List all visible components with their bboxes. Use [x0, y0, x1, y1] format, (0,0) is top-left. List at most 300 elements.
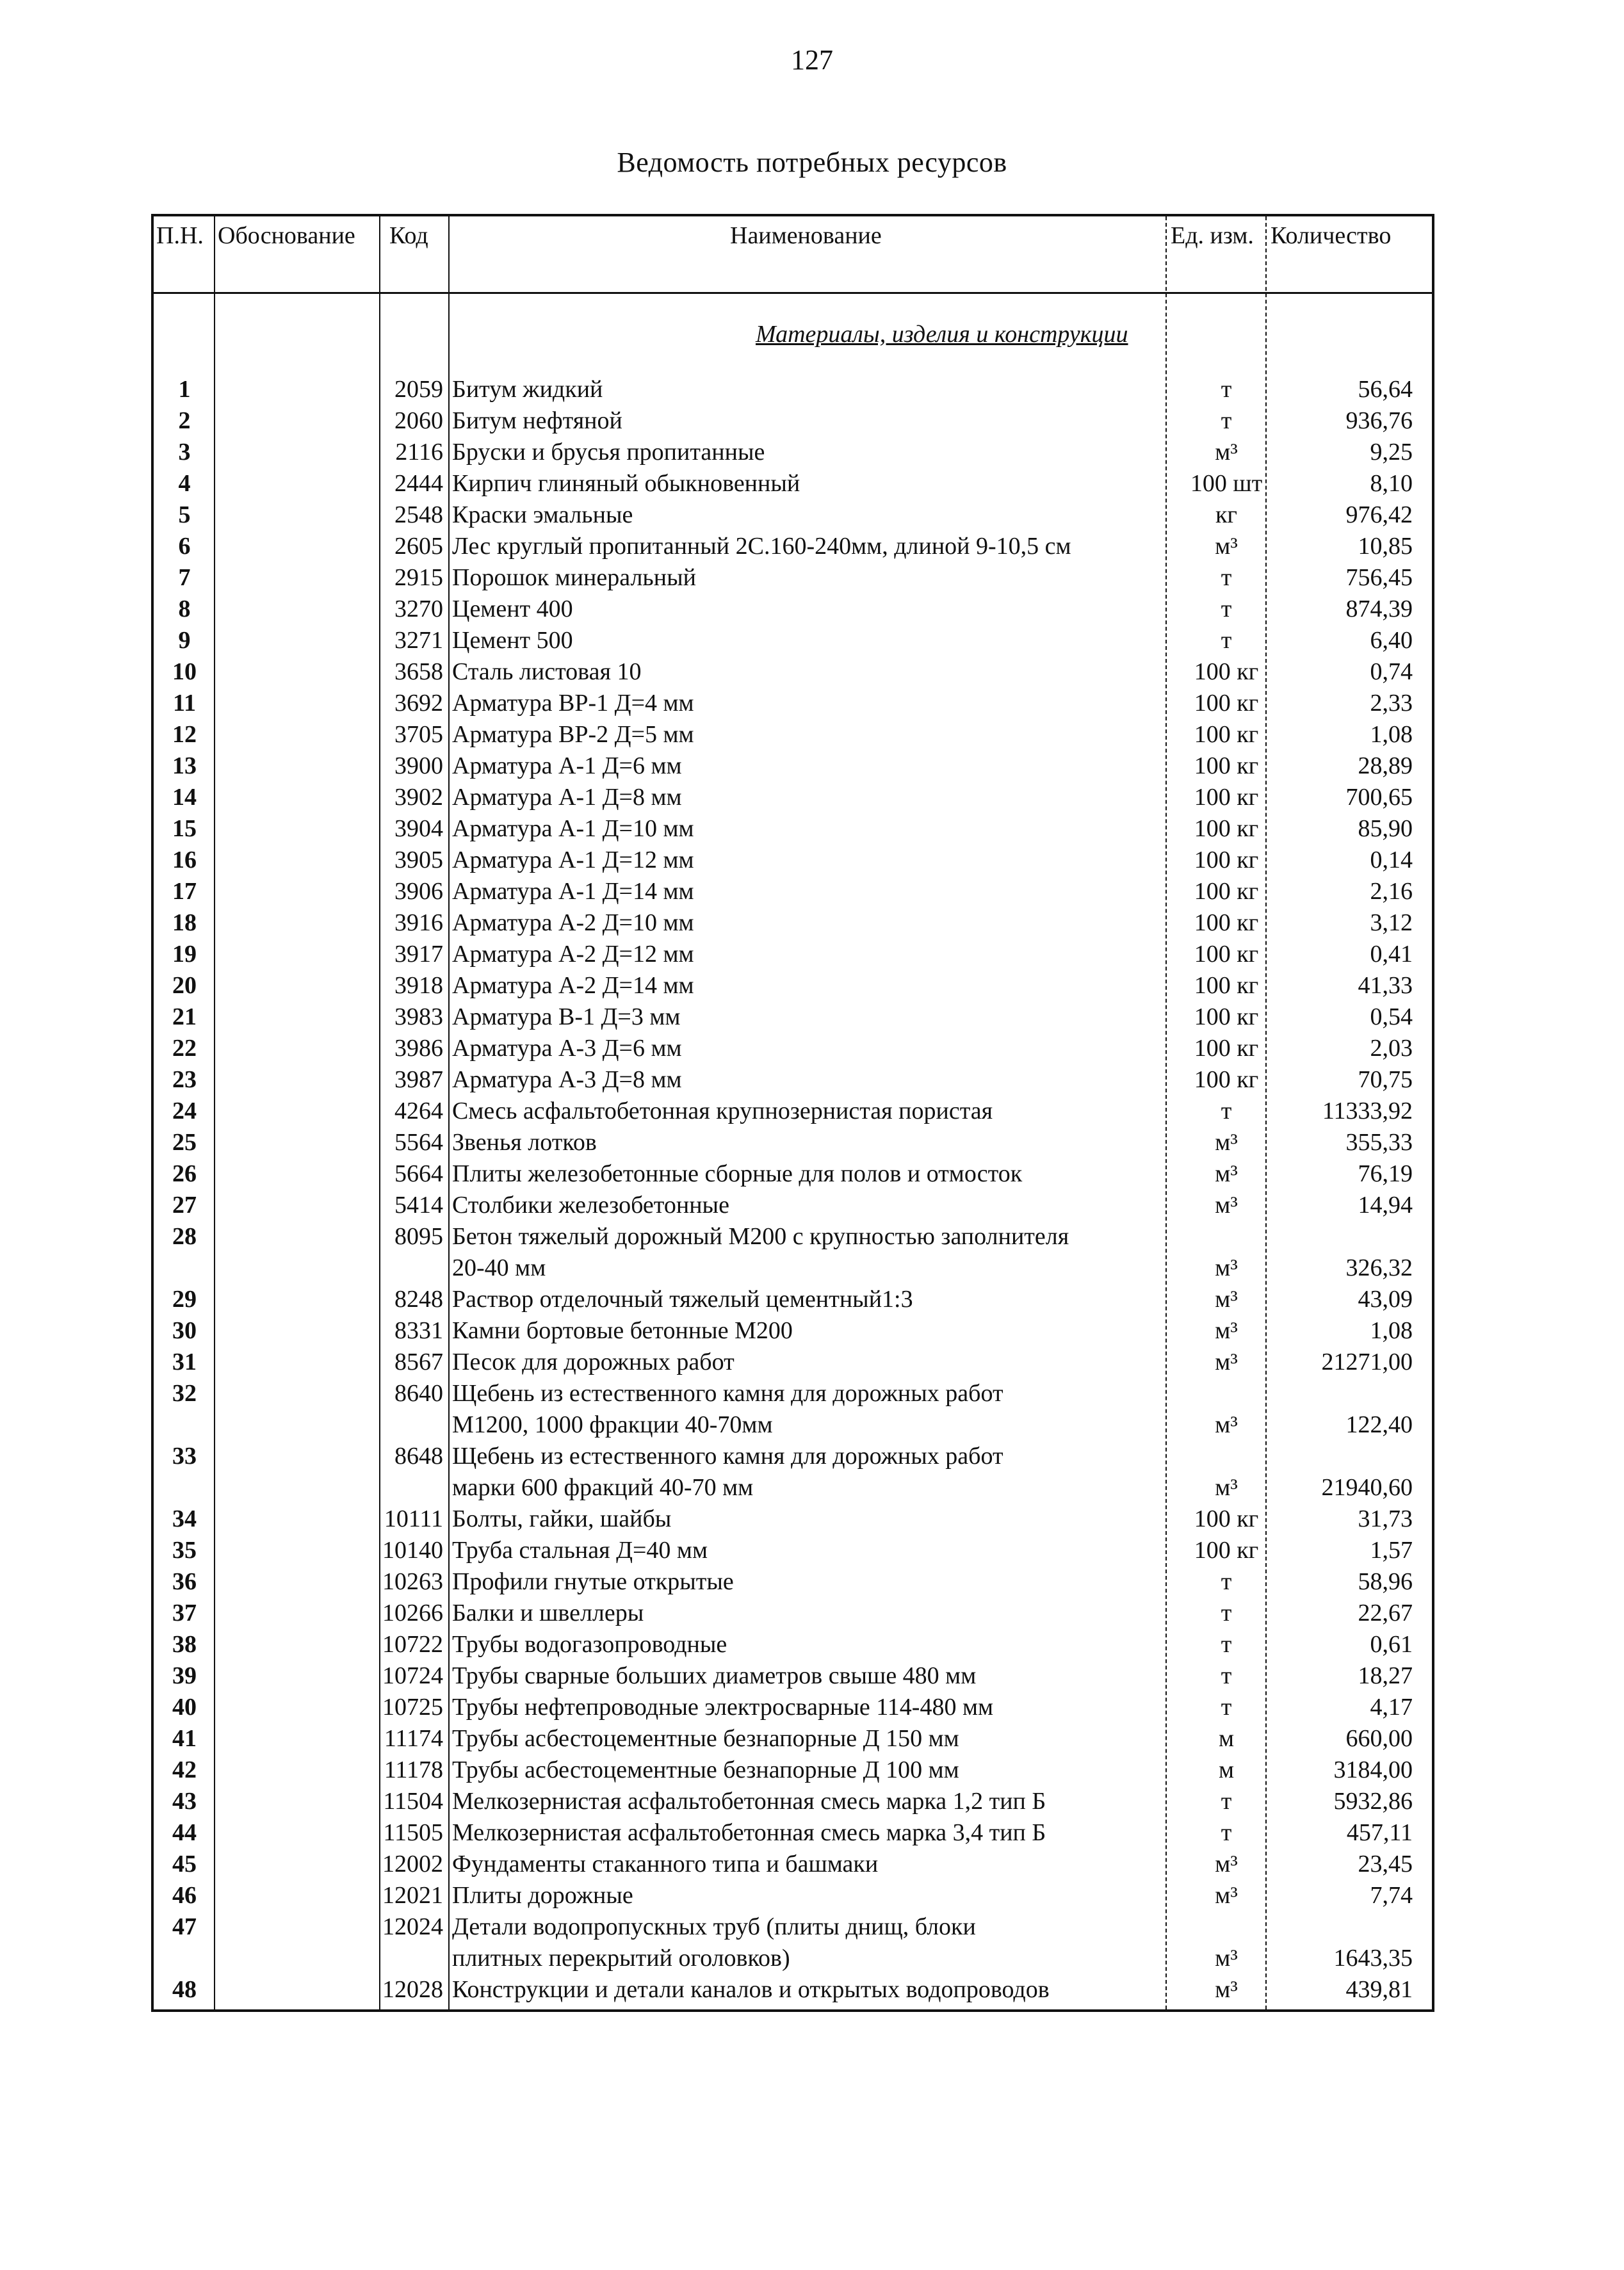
row-unit: т: [1221, 1819, 1232, 1846]
row-name: Профили гнутые открытые: [452, 1568, 734, 1595]
row-unit: 100 кг: [1194, 752, 1259, 779]
row-quantity: 8,10: [1370, 470, 1413, 497]
table-row: [154, 1097, 1437, 1128]
row-code: 12021: [382, 1882, 443, 1909]
section-title: Материалы, изделия и конструкции: [756, 321, 1128, 348]
header-unit: Ед. изм.: [1171, 222, 1254, 249]
table-row: [154, 1442, 1437, 1473]
row-unit: 100 кг: [1194, 1035, 1259, 1062]
header-name: Наименование: [730, 222, 882, 249]
row-code: 11174: [384, 1725, 443, 1752]
row-number: 18: [172, 909, 197, 936]
row-unit: м³: [1215, 1474, 1238, 1501]
row-number: 5: [178, 501, 191, 528]
table-row: [154, 720, 1437, 752]
row-quantity: 0,14: [1370, 847, 1413, 873]
row-name: Балки и швеллеры: [452, 1600, 644, 1626]
row-quantity: 874,39: [1345, 596, 1413, 622]
row-code: 5564: [394, 1129, 443, 1156]
row-name: Мелкозернистая асфальтобетонная смесь марка 1,2 тип Б: [452, 1788, 1046, 1815]
row-number: 9: [178, 627, 191, 654]
row-quantity: 58,96: [1358, 1568, 1413, 1595]
row-quantity: 11333,92: [1322, 1098, 1413, 1124]
row-code: 3904: [394, 815, 443, 842]
row-number: 26: [172, 1160, 197, 1187]
row-number: 22: [172, 1035, 197, 1062]
row-name: Камни бортовые бетонные М200: [452, 1317, 793, 1344]
row-number: 6: [178, 533, 191, 560]
table-row: [154, 752, 1437, 783]
row-number: 44: [172, 1819, 197, 1846]
row-quantity: 355,33: [1345, 1129, 1413, 1156]
row-quantity: 0,74: [1370, 658, 1413, 685]
row-code: 10266: [382, 1600, 443, 1626]
row-name: Арматура ВР-2 Д=5 мм: [452, 721, 694, 748]
row-code: 3917: [394, 941, 443, 968]
row-number: 14: [172, 784, 197, 811]
row-name: Плиты железобетонные сборные для полов и отмосток: [452, 1160, 1023, 1187]
table-row: [154, 407, 1437, 438]
row-unit: т: [1221, 596, 1232, 622]
row-unit: м: [1218, 1756, 1235, 1783]
row-unit: 100 шт: [1190, 470, 1263, 497]
row-unit: т: [1221, 1600, 1232, 1626]
table-row: [154, 1568, 1437, 1599]
row-name: Фундаменты стаканного типа и башмаки: [452, 1851, 879, 1877]
table-row: [154, 626, 1437, 658]
row-number: 29: [172, 1286, 197, 1313]
row-unit: кг: [1215, 501, 1238, 528]
row-code: 3900: [394, 752, 443, 779]
row-name: марки 600 фракций 40-70 мм: [452, 1474, 754, 1501]
row-number: 34: [172, 1505, 197, 1532]
row-quantity: 756,45: [1345, 564, 1413, 591]
row-quantity: 23,45: [1358, 1851, 1413, 1877]
row-number: 7: [178, 564, 191, 591]
row-name: Лес круглый пропитанный 2С.160-240мм, длиной 9-10,5 см: [452, 533, 1071, 560]
row-number: 8: [178, 596, 191, 622]
table-row: [154, 1819, 1437, 1850]
row-number: 33: [172, 1443, 197, 1470]
row-number: 25: [172, 1129, 197, 1156]
row-number: 46: [172, 1882, 197, 1909]
row-quantity: 326,32: [1345, 1254, 1413, 1281]
row-name: Трубы сварные больших диаметров свыше 480 мм: [452, 1662, 977, 1689]
table-row: [154, 1379, 1437, 1411]
row-code: 8095: [394, 1223, 443, 1250]
row-quantity: 1,08: [1370, 721, 1413, 748]
table-row: [154, 1599, 1437, 1630]
row-code: 5414: [394, 1192, 443, 1219]
row-unit: 100 кг: [1194, 784, 1259, 811]
row-code: 3987: [394, 1066, 443, 1093]
row-quantity: 43,09: [1358, 1286, 1413, 1313]
row-number: 21: [172, 1003, 197, 1030]
row-code: 3906: [394, 878, 443, 905]
row-unit: 100 кг: [1194, 909, 1259, 936]
row-quantity: 76,19: [1358, 1160, 1413, 1187]
row-quantity: 439,81: [1345, 1976, 1413, 2003]
row-quantity: 10,85: [1358, 533, 1413, 560]
row-quantity: 660,00: [1345, 1725, 1413, 1752]
row-name: Арматура В-1 Д=3 мм: [452, 1003, 681, 1030]
row-code: 2605: [394, 533, 443, 560]
row-quantity: 1,57: [1370, 1537, 1413, 1564]
row-name: Арматура А-1 Д=10 мм: [452, 815, 694, 842]
row-quantity: 3184,00: [1333, 1756, 1413, 1783]
row-code: 2915: [394, 564, 443, 591]
row-name: Арматура А-2 Д=12 мм: [452, 941, 694, 968]
row-quantity: 122,40: [1345, 1411, 1413, 1438]
row-unit: т: [1221, 1631, 1232, 1658]
table-row: [154, 658, 1437, 689]
row-quantity: 22,67: [1358, 1600, 1413, 1626]
table-row: [154, 1285, 1437, 1317]
row-unit: м³: [1215, 1160, 1238, 1187]
row-unit: м³: [1215, 1286, 1238, 1313]
row-number: 47: [172, 1913, 197, 1940]
row-code: 3271: [394, 627, 443, 654]
row-code: 2059: [394, 376, 443, 403]
row-code: 11504: [383, 1788, 443, 1815]
row-code: 5664: [394, 1160, 443, 1187]
row-code: 2548: [394, 501, 443, 528]
row-code: 10722: [382, 1631, 443, 1658]
row-name: Детали водопропускных труб (плиты днищ, блоки: [452, 1913, 976, 1940]
row-code: 8640: [394, 1380, 443, 1407]
row-name: Порошок минеральный: [452, 564, 696, 591]
row-unit: 100 кг: [1194, 658, 1259, 685]
row-name: Бетон тяжелый дорожный М200 с крупностью заполнителя: [452, 1223, 1069, 1250]
row-code: 10724: [382, 1662, 443, 1689]
row-quantity: 1643,35: [1333, 1945, 1413, 1972]
table-row: [154, 877, 1437, 909]
row-name: Песок для дорожных работ: [452, 1349, 735, 1375]
row-name: Трубы асбестоцементные безнапорные Д 100 мм: [452, 1756, 959, 1783]
row-unit: 100 кг: [1194, 847, 1259, 873]
row-code: 8567: [394, 1349, 443, 1375]
table-row: [154, 1003, 1437, 1034]
row-name: Арматура ВР-1 Д=4 мм: [452, 690, 694, 717]
table-row: [154, 532, 1437, 563]
row-unit: т: [1221, 1694, 1232, 1721]
row-quantity: 4,17: [1370, 1694, 1413, 1721]
row-name: Плиты дорожные: [452, 1882, 633, 1909]
row-unit: т: [1221, 407, 1232, 434]
row-quantity: 0,41: [1370, 941, 1413, 968]
header-qty: Количество: [1271, 222, 1392, 249]
row-name: Трубы нефтепроводные электросварные 114-480 мм: [452, 1694, 994, 1721]
row-number: 41: [172, 1725, 197, 1752]
row-name: Конструкции и детали каналов и открытых водопроводов: [452, 1976, 1050, 2003]
row-code: 3270: [394, 596, 443, 622]
row-code: 3658: [394, 658, 443, 685]
table-row: [154, 563, 1437, 595]
row-unit: м³: [1215, 1254, 1238, 1281]
row-name: Щебень из естественного камня для дорожных работ: [452, 1380, 1003, 1407]
row-quantity: 56,64: [1358, 376, 1413, 403]
row-quantity: 28,89: [1358, 752, 1413, 779]
row-unit: 100 кг: [1194, 1066, 1259, 1093]
table-row: [154, 1348, 1437, 1379]
table-row: [154, 1693, 1437, 1724]
row-number: 43: [172, 1788, 197, 1815]
row-quantity: 936,76: [1345, 407, 1413, 434]
row-name: Цемент 500: [452, 627, 573, 654]
row-number: 10: [172, 658, 197, 685]
row-number: 40: [172, 1694, 197, 1721]
table-row: [154, 1222, 1437, 1254]
row-code: 11178: [384, 1756, 443, 1783]
row-number: 24: [172, 1098, 197, 1124]
row-unit: т: [1221, 1098, 1232, 1124]
row-name: Краски эмальные: [452, 501, 633, 528]
row-name: Арматура А-2 Д=14 мм: [452, 972, 694, 999]
row-code: 10263: [382, 1568, 443, 1595]
row-code: 8248: [394, 1286, 443, 1313]
row-quantity: 85,90: [1358, 815, 1413, 842]
table-row: [154, 1034, 1437, 1066]
row-number: 17: [172, 878, 197, 905]
table-row: [154, 1881, 1437, 1913]
row-quantity: 0,61: [1370, 1631, 1413, 1658]
row-unit: 100 кг: [1194, 1505, 1259, 1532]
row-quantity: 18,27: [1358, 1662, 1413, 1689]
row-number: 35: [172, 1537, 197, 1564]
table-row: [154, 815, 1437, 846]
row-quantity: 6,40: [1370, 627, 1413, 654]
row-name: Арматура А-3 Д=6 мм: [452, 1035, 682, 1062]
row-name: Арматура А-3 Д=8 мм: [452, 1066, 682, 1093]
table-row: [154, 909, 1437, 940]
table-row: [154, 1944, 1437, 1975]
row-number: 30: [172, 1317, 197, 1344]
row-unit: 100 кг: [1194, 1003, 1259, 1030]
row-unit: м³: [1215, 1192, 1238, 1219]
row-number: 16: [172, 847, 197, 873]
row-code: 2116: [395, 439, 443, 466]
table-row: [154, 1317, 1437, 1348]
row-quantity: 21271,00: [1321, 1349, 1413, 1375]
row-quantity: 21940,60: [1321, 1474, 1413, 1501]
row-quantity: 0,54: [1370, 1003, 1413, 1030]
row-code: 3916: [394, 909, 443, 936]
row-code: 3902: [394, 784, 443, 811]
table-row: [154, 595, 1437, 626]
row-code: 12028: [382, 1976, 443, 2003]
row-quantity: 9,25: [1370, 439, 1413, 466]
row-number: 3: [178, 439, 191, 466]
row-number: 42: [172, 1756, 197, 1783]
row-name: Арматура А-1 Д=12 мм: [452, 847, 694, 873]
row-code: 3983: [394, 1003, 443, 1030]
row-code: 3692: [394, 690, 443, 717]
row-name: Щебень из естественного камня для дорожных работ: [452, 1443, 1003, 1470]
table-row: [154, 971, 1437, 1003]
row-quantity: 1,08: [1370, 1317, 1413, 1344]
row-unit: м³: [1215, 1945, 1238, 1972]
table-row: [154, 783, 1437, 815]
row-unit: м: [1218, 1725, 1235, 1752]
table-row: [154, 846, 1437, 877]
row-code: 8331: [394, 1317, 443, 1344]
row-number: 31: [172, 1349, 197, 1375]
row-unit: 100 кг: [1194, 941, 1259, 968]
row-number: 4: [178, 470, 191, 497]
row-name: Раствор отделочный тяжелый цементный1:3: [452, 1286, 913, 1313]
row-unit: т: [1221, 1788, 1232, 1815]
table-row: [154, 689, 1437, 720]
row-name: Арматура А-1 Д=14 мм: [452, 878, 694, 905]
row-number: 37: [172, 1600, 197, 1626]
row-unit: м³: [1215, 1317, 1238, 1344]
row-code: 3986: [394, 1035, 443, 1062]
row-code: 12002: [382, 1851, 443, 1877]
row-name: Битум жидкий: [452, 376, 603, 403]
row-quantity: 2,16: [1370, 878, 1413, 905]
row-number: 39: [172, 1662, 197, 1689]
row-name: М1200, 1000 фракции 40-70мм: [452, 1411, 773, 1438]
row-number: 27: [172, 1192, 197, 1219]
row-quantity: 2,33: [1370, 690, 1413, 717]
table-row: [154, 1662, 1437, 1693]
row-unit: м³: [1215, 1129, 1238, 1156]
row-number: 2: [178, 407, 191, 434]
row-quantity: 457,11: [1346, 1819, 1413, 1846]
row-unit: м³: [1215, 533, 1238, 560]
row-name: Кирпич глиняный обыкновенный: [452, 470, 800, 497]
row-unit: м³: [1215, 1349, 1238, 1375]
row-name: Арматура А-2 Д=10 мм: [452, 909, 694, 936]
row-name: 20-40 мм: [452, 1254, 546, 1281]
header-divider: [154, 292, 1432, 294]
table-row: [154, 1160, 1437, 1191]
row-unit: 100 кг: [1194, 815, 1259, 842]
row-unit: м³: [1215, 1976, 1238, 2003]
page-number: 127: [791, 44, 833, 76]
row-unit: т: [1221, 564, 1232, 591]
row-number: 12: [172, 721, 197, 748]
row-number: 19: [172, 941, 197, 968]
table-row: [154, 1191, 1437, 1222]
row-code: 10725: [382, 1694, 443, 1721]
table-row: [154, 1505, 1437, 1536]
row-quantity: 41,33: [1358, 972, 1413, 999]
table-row: [154, 1411, 1437, 1442]
table-row: [154, 1630, 1437, 1662]
table-row: [154, 1536, 1437, 1568]
row-quantity: 7,74: [1370, 1882, 1413, 1909]
table-row: [154, 1913, 1437, 1944]
header-basis: Обоснование: [218, 222, 355, 249]
table-row: [154, 1756, 1437, 1787]
table-row: [154, 1066, 1437, 1097]
row-unit: т: [1221, 627, 1232, 654]
row-name: Болты, гайки, шайбы: [452, 1505, 672, 1532]
row-name: Сталь листовая 10: [452, 658, 642, 685]
table-row: [154, 501, 1437, 532]
row-code: 12024: [382, 1913, 443, 1940]
row-unit: 100 кг: [1194, 1537, 1259, 1564]
row-number: 23: [172, 1066, 197, 1093]
row-quantity: 5932,86: [1333, 1788, 1413, 1815]
table-row: [154, 1787, 1437, 1819]
row-name: Столбики железобетонные: [452, 1192, 729, 1219]
row-number: 36: [172, 1568, 197, 1595]
table-row: [154, 1850, 1437, 1881]
table-row: [154, 469, 1437, 501]
header-code: Код: [389, 222, 428, 249]
row-unit: м³: [1215, 1882, 1238, 1909]
row-name: Арматура А-1 Д=8 мм: [452, 784, 682, 811]
row-number: 11: [173, 690, 196, 717]
table-row: [154, 1128, 1437, 1160]
row-code: 10111: [384, 1505, 443, 1532]
row-number: 48: [172, 1976, 197, 2003]
row-name: Смесь асфальтобетонная крупнозернистая пористая: [452, 1098, 993, 1124]
row-quantity: 2,03: [1370, 1035, 1413, 1062]
table-row: [154, 940, 1437, 971]
row-name: Трубы асбестоцементные безнапорные Д 150 мм: [452, 1725, 959, 1752]
header-num: П.Н.: [156, 222, 204, 249]
row-unit: 100 кг: [1194, 721, 1259, 748]
row-code: 3705: [394, 721, 443, 748]
row-number: 32: [172, 1380, 197, 1407]
table-row: [154, 438, 1437, 469]
table-row: [154, 1473, 1437, 1505]
row-name: плитных перекрытий оголовков): [452, 1945, 790, 1972]
table-row: [154, 1254, 1437, 1285]
row-code: 2060: [394, 407, 443, 434]
row-name: Труба стальная Д=40 мм: [452, 1537, 708, 1564]
row-number: 13: [172, 752, 197, 779]
row-quantity: 14,94: [1358, 1192, 1413, 1219]
row-unit: м³: [1215, 439, 1238, 466]
row-unit: м³: [1215, 1411, 1238, 1438]
row-name: Трубы водогазопроводные: [452, 1631, 727, 1658]
row-number: 1: [178, 376, 191, 403]
row-name: Мелкозернистая асфальтобетонная смесь марка 3,4 тип Б: [452, 1819, 1046, 1846]
row-unit: т: [1221, 1662, 1232, 1689]
document-title: Ведомость потребных ресурсов: [617, 147, 1007, 178]
table-row: [154, 1975, 1437, 2007]
row-quantity: 70,75: [1358, 1066, 1413, 1093]
row-quantity: 3,12: [1370, 909, 1413, 936]
row-code: 2444: [394, 470, 443, 497]
row-unit: 100 кг: [1194, 878, 1259, 905]
row-unit: т: [1221, 376, 1232, 403]
row-code: 3905: [394, 847, 443, 873]
row-unit: т: [1221, 1568, 1232, 1595]
row-number: 45: [172, 1851, 197, 1877]
row-code: 10140: [382, 1537, 443, 1564]
table-row: [154, 375, 1437, 407]
row-code: 4264: [394, 1098, 443, 1124]
row-unit: 100 кг: [1194, 690, 1259, 717]
row-name: Цемент 400: [452, 596, 573, 622]
row-unit: 100 кг: [1194, 972, 1259, 999]
resources-table: [151, 214, 1434, 2012]
row-quantity: 700,65: [1345, 784, 1413, 811]
row-name: Бруски и брусья пропитанные: [452, 439, 765, 466]
row-name: Битум нефтяной: [452, 407, 622, 434]
row-quantity: 976,42: [1345, 501, 1413, 528]
row-code: 11505: [383, 1819, 443, 1846]
row-name: Звенья лотков: [452, 1129, 597, 1156]
row-number: 15: [172, 815, 197, 842]
row-code: 8648: [394, 1443, 443, 1470]
row-number: 28: [172, 1223, 197, 1250]
